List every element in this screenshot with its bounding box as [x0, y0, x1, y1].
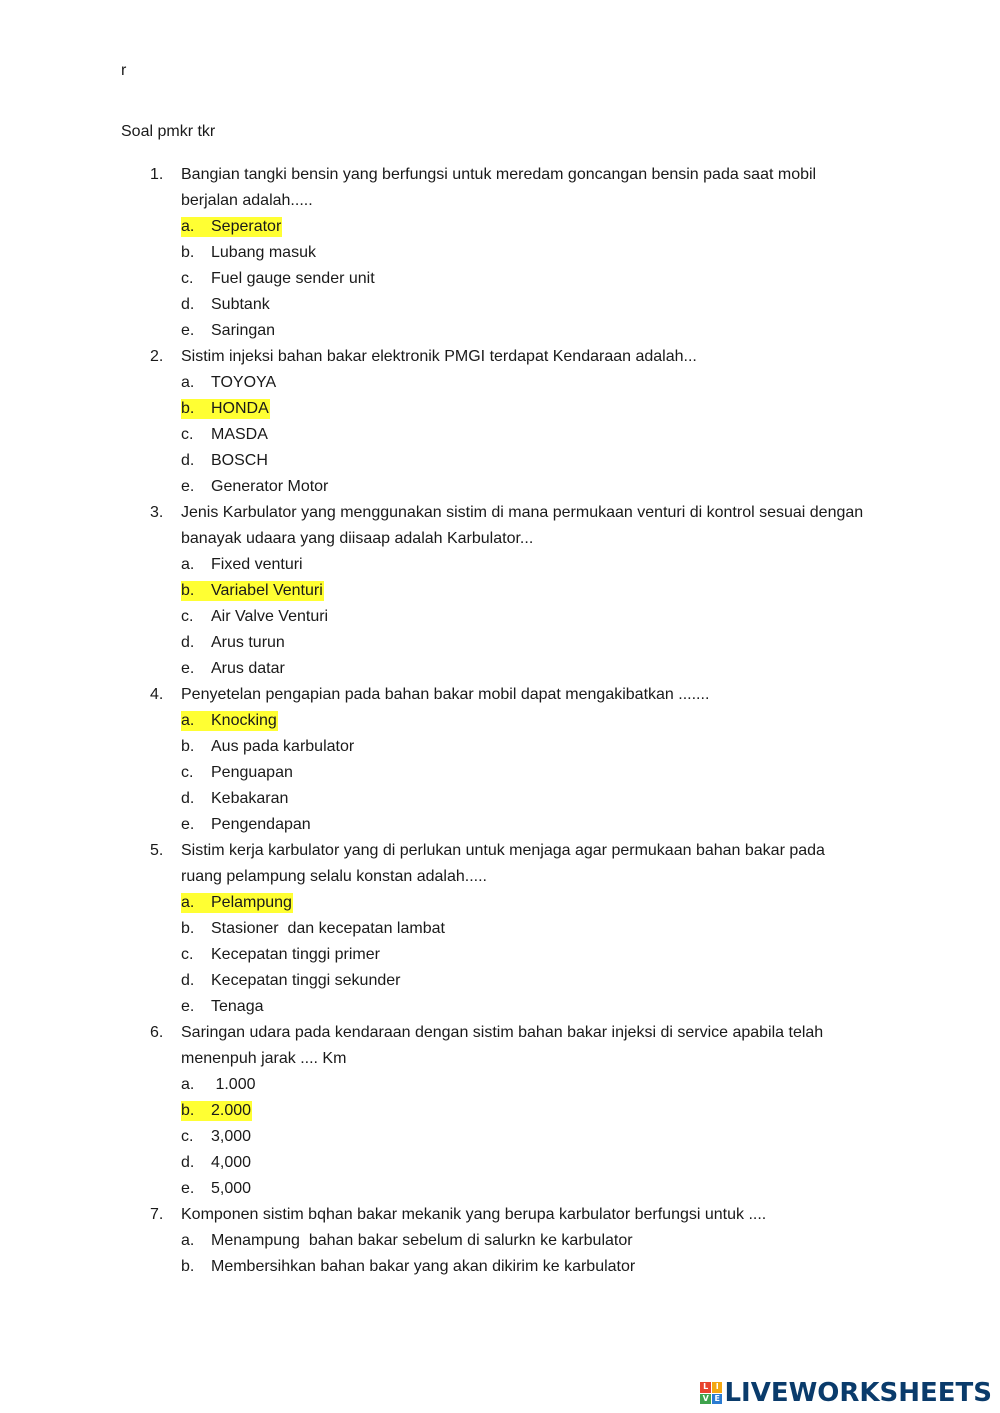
- option-text: BOSCH: [211, 452, 268, 469]
- option-item-answer: [181, 708, 870, 734]
- option-item: [181, 786, 870, 812]
- option-item: [181, 1254, 870, 1280]
- option-letter: b.: [181, 400, 195, 417]
- option-letter: c.: [181, 764, 194, 781]
- option-text: Kebakaran: [211, 790, 289, 807]
- option-text: Seperator: [211, 218, 282, 235]
- option-content: [181, 321, 276, 341]
- option-letter: b.: [181, 1258, 195, 1275]
- answer-highlight: [181, 399, 270, 419]
- option-text: TOYOYA: [211, 374, 277, 391]
- option-text: 5,000: [211, 1180, 252, 1197]
- option-letter: a.: [181, 374, 195, 391]
- brand-wordmark: LIVEWORKSHEETS: [724, 1378, 992, 1408]
- option-content: [181, 919, 446, 939]
- option-item: [181, 734, 870, 760]
- option-text: Subtank: [211, 296, 270, 313]
- option-item-answer: [181, 214, 870, 240]
- option-letter: b.: [181, 582, 195, 599]
- question-text: Saringan udara pada kendaraan dengan sistim bahan bakar injeksi di service apabila telah menenpuh jarak .... Km: [181, 1024, 824, 1067]
- option-item: [181, 968, 870, 994]
- option-letter: e.: [181, 998, 195, 1015]
- question-item: [150, 500, 870, 682]
- option-content: [181, 269, 376, 289]
- option-content: [181, 555, 304, 575]
- option-list: [150, 1072, 870, 1202]
- option-letter: c.: [181, 426, 194, 443]
- option-letter: a.: [181, 894, 195, 911]
- document-title: Soal pmkr tkr: [121, 123, 216, 140]
- option-text: Generator Motor: [211, 478, 329, 495]
- option-text: Pengendapan: [211, 816, 311, 833]
- logo-letter: L: [700, 1382, 711, 1393]
- option-text: Saringan: [211, 322, 276, 339]
- stray-text: r: [121, 62, 127, 79]
- option-text: Air Valve Venturi: [211, 608, 329, 625]
- option-item: [181, 1150, 870, 1176]
- question-text: Jenis Karbulator yang menggunakan sistim di mana permukaan venturi di kontrol sesuai dengan banayak udaara yang diisaap adalah Karbulator...: [181, 504, 864, 547]
- option-letter: a.: [181, 218, 195, 235]
- option-text: Aus pada karbulator: [211, 738, 355, 755]
- option-letter: c.: [181, 1128, 194, 1145]
- option-item: [181, 812, 870, 838]
- option-item: [181, 604, 870, 630]
- option-text: Kecepatan tinggi sekunder: [211, 972, 401, 989]
- option-item: [181, 1228, 870, 1254]
- option-content: [181, 425, 269, 445]
- option-item: [181, 474, 870, 500]
- option-letter: c.: [181, 946, 194, 963]
- question-item: [150, 682, 870, 838]
- option-content: [181, 763, 294, 783]
- logo-letter: I: [712, 1382, 723, 1393]
- question-item: [150, 1020, 870, 1202]
- option-item: [181, 448, 870, 474]
- option-letter: e.: [181, 816, 195, 833]
- option-content: [181, 1153, 252, 1173]
- answer-highlight: [181, 711, 278, 731]
- option-text: Arus turun: [211, 634, 285, 651]
- option-list: [150, 370, 870, 500]
- option-item: [181, 1124, 870, 1150]
- question-number: 7.: [150, 1206, 164, 1223]
- option-content: [181, 737, 355, 757]
- option-content: [181, 373, 277, 393]
- option-item: [181, 1072, 870, 1098]
- option-text: Arus datar: [211, 660, 285, 677]
- option-item-answer: [181, 1098, 870, 1124]
- option-item: [181, 942, 870, 968]
- question-text: Sistim injeksi bahan bakar elektronik PMGI terdapat Kendaraan adalah...: [181, 348, 697, 365]
- option-item: [181, 552, 870, 578]
- option-letter: e.: [181, 322, 195, 339]
- option-letter: e.: [181, 478, 195, 495]
- option-item: [181, 266, 870, 292]
- option-item: [181, 630, 870, 656]
- answer-highlight: [181, 1101, 252, 1121]
- option-list: [150, 214, 870, 344]
- option-text: 4,000: [211, 1154, 252, 1171]
- option-text: Lubang masuk: [211, 244, 316, 261]
- option-text: Tenaga: [211, 998, 264, 1015]
- option-content: [181, 1127, 252, 1147]
- option-content: [181, 633, 286, 653]
- option-letter: a.: [181, 1232, 195, 1249]
- option-item: [181, 994, 870, 1020]
- option-item: [181, 916, 870, 942]
- option-text: 2.000: [211, 1102, 252, 1119]
- option-letter: d.: [181, 972, 195, 989]
- logo-letter: V: [700, 1394, 711, 1405]
- option-content: [181, 1257, 636, 1277]
- option-item: [181, 422, 870, 448]
- question-item: [150, 344, 870, 500]
- option-text: Penguapan: [211, 764, 293, 781]
- option-letter: d.: [181, 790, 195, 807]
- option-content: [181, 451, 269, 471]
- question-number: 4.: [150, 686, 164, 703]
- option-letter: a.: [181, 556, 195, 573]
- option-list: [150, 708, 870, 838]
- question-text: Komponen sistim bqhan bakar mekanik yang berupa karbulator berfungsi untuk ....: [181, 1206, 767, 1223]
- option-text: 1.000: [211, 1076, 256, 1093]
- option-text: Kecepatan tinggi primer: [211, 946, 380, 963]
- option-letter: a.: [181, 712, 195, 729]
- option-text: Pelampung: [211, 894, 292, 911]
- answer-highlight: [181, 581, 324, 601]
- option-letter: b.: [181, 244, 195, 261]
- question-item: [150, 1202, 870, 1280]
- option-letter: c.: [181, 608, 194, 625]
- option-content: [181, 971, 401, 991]
- option-content: [181, 295, 271, 315]
- liveworksheets-logo-icon: [700, 1382, 722, 1404]
- option-item: [181, 318, 870, 344]
- option-item-answer: [181, 578, 870, 604]
- option-letter: e.: [181, 1180, 195, 1197]
- option-letter: e.: [181, 660, 195, 677]
- option-item: [181, 760, 870, 786]
- option-item: [181, 292, 870, 318]
- option-text: Menampung bahan bakar sebelum di salurkn ke karbulator: [211, 1232, 633, 1249]
- option-content: [181, 659, 286, 679]
- logo-letter: E: [712, 1394, 723, 1405]
- liveworksheets-brand: [700, 1379, 992, 1407]
- option-content: [181, 477, 329, 497]
- option-content: [181, 997, 265, 1017]
- question-item: [150, 162, 870, 344]
- option-letter: d.: [181, 634, 195, 651]
- option-text: Stasioner dan kecepatan lambat: [211, 920, 445, 937]
- option-content: [181, 607, 329, 627]
- option-item: [181, 370, 870, 396]
- option-text: MASDA: [211, 426, 268, 443]
- answer-highlight: [181, 217, 282, 237]
- question-number: 5.: [150, 842, 164, 859]
- question-number: 2.: [150, 348, 164, 365]
- question-item: [150, 838, 870, 1020]
- option-text: Knocking: [211, 712, 277, 729]
- question-list: [150, 162, 870, 1280]
- question-text: Bangian tangki bensin yang berfungsi untuk meredam goncangan bensin pada saat mobil berjalan adalah.....: [181, 166, 817, 209]
- option-item-answer: [181, 396, 870, 422]
- question-number: 6.: [150, 1024, 164, 1041]
- option-content: [181, 789, 289, 809]
- option-letter: d.: [181, 296, 195, 313]
- option-list: [150, 1228, 870, 1280]
- option-letter: b.: [181, 920, 195, 937]
- option-letter: d.: [181, 452, 195, 469]
- option-item: [181, 656, 870, 682]
- option-letter: a.: [181, 1076, 195, 1093]
- option-text: Variabel Venturi: [211, 582, 323, 599]
- option-item: [181, 1176, 870, 1202]
- option-letter: c.: [181, 270, 194, 287]
- option-content: [181, 945, 381, 965]
- option-letter: b.: [181, 738, 195, 755]
- question-text: Penyetelan pengapian pada bahan bakar mobil dapat mengakibatkan .......: [181, 686, 710, 703]
- question-number: 3.: [150, 504, 164, 521]
- option-content: [181, 1075, 256, 1095]
- option-text: Membersihkan bahan bakar yang akan dikirim ke karbulator: [211, 1258, 636, 1275]
- option-text: Fuel gauge sender unit: [211, 270, 375, 287]
- option-item: [181, 240, 870, 266]
- question-text: Sistim kerja karbulator yang di perlukan untuk menjaga agar permukaan bahan bakar pada ruang pelampung selalu konstan adalah.....: [181, 842, 825, 885]
- question-number: 1.: [150, 166, 164, 183]
- option-letter: b.: [181, 1102, 195, 1119]
- option-content: [181, 1179, 252, 1199]
- option-item-answer: [181, 890, 870, 916]
- option-letter: d.: [181, 1154, 195, 1171]
- option-text: HONDA: [211, 400, 269, 417]
- option-content: [181, 243, 317, 263]
- answer-highlight: [181, 893, 293, 913]
- option-list: [150, 890, 870, 1020]
- option-text: 3,000: [211, 1128, 252, 1145]
- option-content: [181, 815, 312, 835]
- option-content: [181, 1231, 634, 1251]
- option-text: Fixed venturi: [211, 556, 303, 573]
- option-list: [150, 552, 870, 682]
